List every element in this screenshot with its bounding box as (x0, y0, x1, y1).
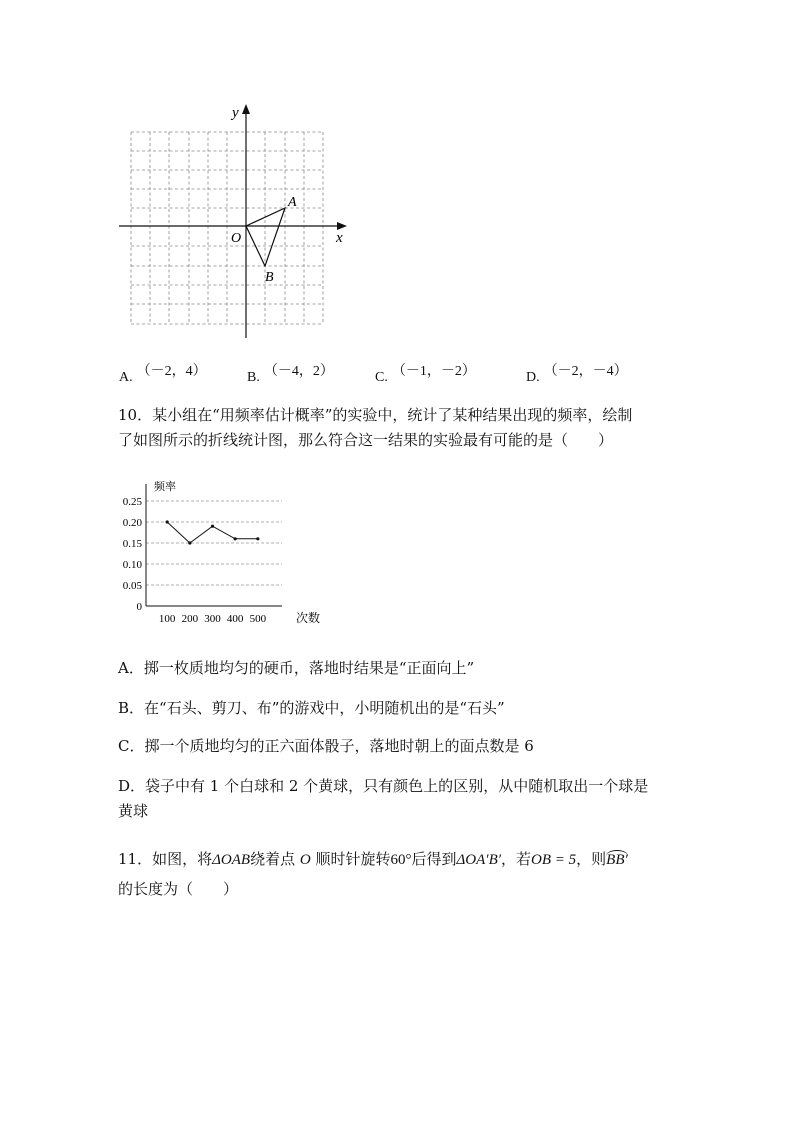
q11-prefix: 11．如图，将 (118, 850, 213, 868)
chart-data-point (234, 537, 237, 540)
chart-y-tick-label: 0.20 (122, 517, 142, 529)
q11-text-3: 后得到 (411, 850, 457, 868)
chart-x-tick-label: 100 (158, 613, 176, 625)
q11-arc-bb-prime: BB′ (606, 852, 628, 868)
q11-stem-line-2: 的长度为（ ） (118, 880, 239, 898)
y-axis-arrow-icon (242, 104, 250, 114)
q10-stem-line-2: 了如图所示的折线统计图，那么符合这一结果的实验最有可能的是（ ） (118, 431, 614, 449)
q11-point-o: O (299, 852, 311, 868)
coordinate-grid-figure (115, 98, 355, 343)
origin-label: O (231, 231, 242, 246)
chart-y-tick-label: 0.15 (122, 538, 142, 550)
chart-x-tick-label: 500 (249, 613, 267, 625)
x-axis-label: x (336, 230, 343, 246)
q11-text-1: 绕着点 (250, 850, 300, 868)
option-label: B. (247, 370, 260, 385)
option-value: （－4，2） (263, 364, 334, 379)
option-value: （－1，－2） (391, 364, 476, 379)
option-value: （－2，4） (136, 364, 207, 379)
chart-data-point (188, 541, 191, 544)
chart-y-tick-label: 0.10 (122, 559, 142, 571)
q10-stem-line-1: 10．某小组在“用频率估计概率”的实验中，统计了某种结果出现的频率，绘制 (118, 406, 633, 424)
q11-condition: OB = 5 (531, 852, 577, 868)
chart-data-point (256, 537, 259, 540)
q10-option-d-continued: 黄球 (118, 802, 149, 820)
q9-option-c[interactable] (375, 366, 476, 386)
q10-option-b[interactable]: B．在“石头、剪刀、布”的游戏中，小明随机出的是“石头” (118, 699, 505, 717)
triangle-oab (246, 208, 285, 266)
q11-text-5: ，则 (576, 850, 607, 868)
frequency-line-chart (112, 478, 332, 628)
chart-ylabel: 频率 (154, 481, 176, 493)
q10-option-a[interactable]: A．掷一枚质地均匀的硬币，落地时结果是“正面向上” (118, 659, 475, 677)
x-axis-arrow-icon (337, 222, 347, 230)
q9-option-a[interactable] (119, 366, 207, 386)
q11-text-2: 顺时针旋转 (310, 850, 391, 868)
point-b-label: B (265, 270, 274, 285)
chart-xlabel: 次数 (296, 611, 321, 625)
option-value: （－2，－4） (543, 364, 628, 379)
y-axis-label: y (232, 105, 239, 121)
q11-text-4: ，若 (501, 850, 532, 868)
q9-option-b[interactable] (247, 366, 334, 386)
chart-y-tick-label: 0.05 (122, 580, 142, 592)
chart-data-point (166, 520, 169, 523)
chart-y-tick-label: 0.25 (122, 496, 142, 508)
chart-data-point (211, 525, 214, 528)
q11-stem-line-1 (118, 848, 628, 871)
grid-lines (131, 132, 323, 324)
option-label: A. (119, 370, 133, 385)
chart-x-tick-label: 300 (204, 613, 221, 625)
option-label: D. (526, 370, 540, 385)
q11-triangle-oab-prime: ΔOA′B′ (456, 852, 502, 868)
chart-y-tick-label: 0 (136, 601, 142, 613)
option-label: C. (375, 370, 388, 385)
q11-angle: 60° (390, 852, 412, 868)
chart-x-tick-label: 400 (226, 613, 244, 625)
chart-x-tick-label: 200 (181, 613, 199, 625)
q10-option-d[interactable]: D．袋子中有 1 个白球和 2 个黄球，只有颜色上的区别，从中随机取出一个球是 (118, 777, 649, 795)
q11-triangle-oab: ΔOAB (212, 852, 251, 868)
q9-option-d[interactable] (526, 366, 628, 386)
q10-option-c[interactable]: C．掷一个质地均匀的正六面体骰子，落地时朝上的面点数是 6 (118, 737, 534, 755)
point-a-label: A (288, 195, 297, 210)
